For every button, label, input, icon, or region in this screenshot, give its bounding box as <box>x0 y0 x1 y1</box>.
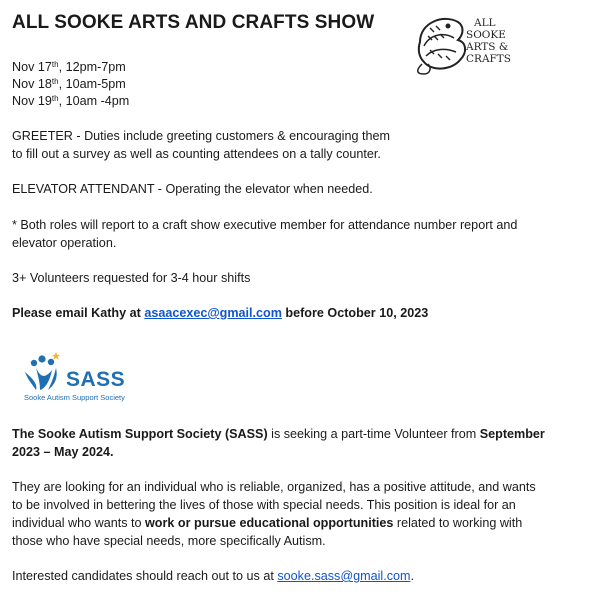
sass-contact-suffix: . <box>410 569 415 583</box>
contact-line <box>12 305 428 323</box>
greeter-description: to fill out a survey as well as counting attendees on a tally counter. <box>12 147 381 161</box>
date-suffix: th <box>51 77 59 86</box>
date-time: , 10am-5pm <box>58 77 126 91</box>
sass-logo-word: SASS <box>66 368 126 391</box>
email-link[interactable]: asaacexec@gmail.com <box>144 306 282 320</box>
date-day: Nov 18 <box>12 77 52 91</box>
contact-suffix: before October 10, 2023 <box>281 306 429 320</box>
volunteers-needed: 3+ Volunteers requested for 3-4 hour shifts <box>12 271 251 285</box>
roles-note: elevator operation. <box>12 236 117 250</box>
sass-email-link[interactable]: sooke.sass@gmail.com <box>277 569 411 583</box>
sass-body-part: related to working with <box>393 516 523 530</box>
sass-body: to be involved in bettering the lives of those with special needs. This position is ideal for an <box>12 498 516 512</box>
contact-prefix: Please email Kathy at <box>12 306 145 320</box>
sass-body: those who have special needs, more specifically Autism. <box>12 534 326 548</box>
sass-intro-dates: 2023 – May 2024. <box>12 445 114 459</box>
sass-body: They are looking for an individual who is reliable, organized, has a positive attitude, and wants <box>12 480 536 494</box>
date-suffix: th <box>51 94 59 103</box>
date-line <box>12 76 126 94</box>
sass-contact-prefix: Interested candidates should reach out to us at <box>12 569 278 583</box>
greeter-description: GREETER - Duties include greeting customers & encouraging them <box>12 129 390 143</box>
logo-text-line: CRAFTS <box>466 53 512 65</box>
elevator-description: ELEVATOR ATTENDANT - Operating the elevator when needed. <box>12 182 373 196</box>
page-title: ALL SOOKE ARTS AND CRAFTS SHOW <box>12 12 375 33</box>
date-day: Nov 17 <box>12 60 52 74</box>
logo-text-line: SOOKE <box>466 29 506 41</box>
sass-contact-line <box>12 568 414 586</box>
date-line <box>12 93 129 111</box>
sass-body-part: individual who wants to <box>12 516 146 530</box>
date-line <box>12 59 126 77</box>
sass-body-bold: work or pursue educational opportunities <box>145 516 394 530</box>
sass-intro-text: is seeking a part-time Volunteer from <box>267 427 480 441</box>
sass-intro-name: The Sooke Autism Support Society (SASS) <box>12 427 268 441</box>
date-suffix: th <box>51 60 59 69</box>
date-day: Nov 19 <box>12 94 52 108</box>
roles-note: * Both roles will report to a craft show executive member for attendance number report and <box>12 218 518 232</box>
sass-intro-start: September <box>479 427 545 441</box>
date-time: , 10am -4pm <box>58 94 130 108</box>
logo-text-line: ARTS & <box>466 41 509 53</box>
sass-intro <box>12 426 545 444</box>
logo-text <box>466 17 511 65</box>
sass-body <box>12 515 522 533</box>
sass-logo-subtitle: Sooke Autism Support Society <box>24 393 125 402</box>
logo-text-line: ALL <box>474 17 496 29</box>
date-time: , 12pm-7pm <box>58 60 126 74</box>
